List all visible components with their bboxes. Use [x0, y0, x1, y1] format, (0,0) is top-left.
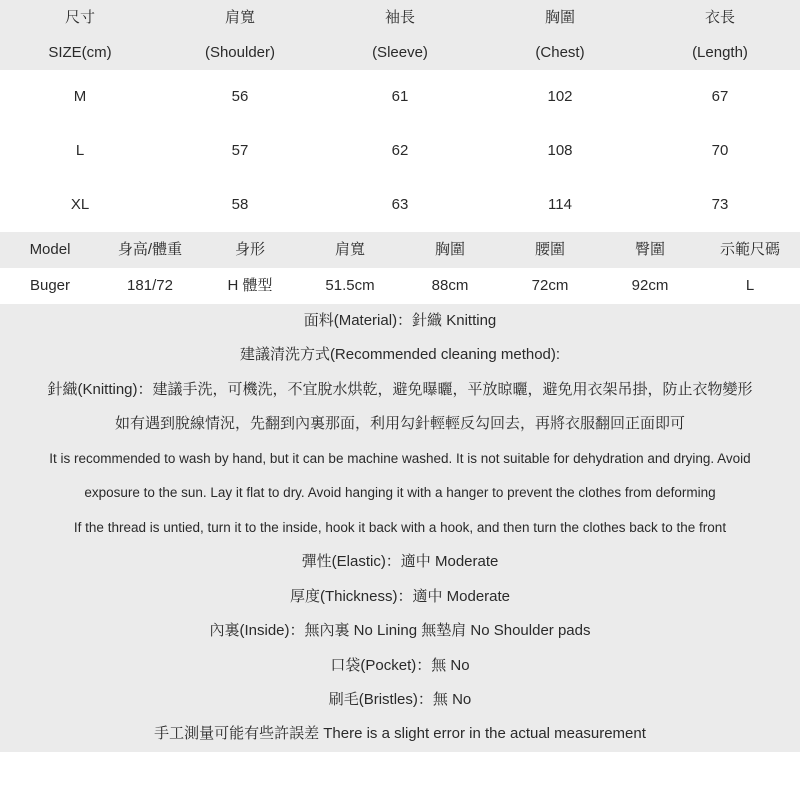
cleaning-title: 建議清洗方式(Recommended cleaning method):	[239, 346, 561, 364]
model-header-size-worn: 示範尺碼	[719, 241, 780, 258]
model-waist: 72cm	[531, 277, 569, 294]
cleaning-en-line-3: If the thread is untied, turn it to the inside, hook it back with a hook, and then turn the clothes back to the front	[73, 519, 727, 535]
model-header-waist: 腰圍	[534, 241, 565, 258]
model-size-worn: L	[745, 277, 755, 294]
table-row	[0, 70, 800, 124]
size-header-chest-en: (Chest)	[535, 44, 585, 61]
size-header-length-zh: 衣長	[704, 9, 735, 26]
model-header-shoulder: 肩寬	[334, 241, 365, 258]
material-line: 面料(Material)：針織 Knitting	[303, 312, 497, 329]
bristles-line: 刷毛(Bristles)：無 No	[328, 690, 472, 708]
size-header-zh-row	[0, 0, 800, 35]
model-shoulder: 51.5cm	[325, 277, 375, 294]
inside-line: 內裏(Inside)：無內裏 No Lining 無墊肩 No Shoulder pads	[209, 622, 591, 640]
cleaning-zh-line-2: 如有遇到脫線情況，先翻到內裏那面，利用勾針輕輕反勾回去，再將衣服翻回正面即可	[114, 415, 685, 433]
size-cell: L	[75, 142, 85, 159]
size-header-chest-zh: 胸圍	[544, 9, 575, 26]
shoulder-cell: 57	[231, 142, 249, 159]
size-table-body	[0, 70, 800, 232]
chest-cell: 102	[547, 88, 573, 105]
model-table-row	[0, 268, 800, 304]
length-cell: 67	[711, 88, 729, 105]
cleaning-en-line-2: exposure to the sun. Lay it flat to dry. Avoid hanging it with a hanger to prevent the clothes from deforming	[84, 485, 716, 501]
chest-cell: 108	[547, 142, 573, 159]
model-name: Buger	[29, 277, 71, 294]
pocket-line: 口袋(Pocket)：無 No	[330, 656, 470, 674]
model-hip: 92cm	[631, 277, 669, 294]
model-header-chest: 胸圍	[434, 241, 465, 258]
model-header-body-type: 身形	[234, 241, 265, 258]
size-table-header	[0, 0, 800, 70]
model-header-hip: 臀圍	[634, 241, 665, 258]
size-header-en-row	[0, 35, 800, 70]
cleaning-en-line-1: It is recommended to wash by hand, but it can be machine washed. It is not suitable for dehydration and drying. Avoid	[49, 450, 751, 466]
cleaning-zh-line-1: 針織(Knitting)：建議手洗，可機洗，不宜脫水烘乾，避免曝曬，平放晾曬，避免用衣架吊掛，防止衣物變形	[47, 380, 753, 398]
sleeve-cell: 63	[391, 196, 409, 213]
sleeve-cell: 61	[391, 88, 409, 105]
model-header-model: Model	[29, 241, 71, 258]
size-header-size-zh: 尺寸	[64, 9, 95, 26]
measurement-note: 手工測量可能有些許誤差 There is a slight error in the actual measurement	[154, 725, 646, 743]
model-body-type: H 體型	[227, 277, 273, 294]
size-header-sleeve-zh: 袖長	[384, 9, 415, 26]
chest-cell: 114	[548, 196, 572, 213]
model-table-header	[0, 232, 800, 268]
size-header-length-en: (Length)	[692, 44, 748, 61]
table-row	[0, 178, 800, 232]
model-height-weight: 181/72	[127, 277, 173, 294]
size-cell: M	[73, 88, 87, 105]
model-header-height-weight: 身高/體重	[117, 241, 183, 258]
shoulder-cell: 58	[231, 196, 249, 213]
length-cell: 73	[711, 196, 729, 213]
size-header-size-en: SIZE(cm)	[48, 44, 112, 61]
elastic-line: 彈性(Elastic)：適中 Moderate	[301, 553, 499, 571]
size-header-shoulder-zh: 肩寬	[224, 9, 255, 26]
size-cell: XL	[70, 196, 90, 213]
product-details	[0, 304, 800, 752]
thickness-line: 厚度(Thickness)：適中 Moderate	[289, 587, 511, 605]
size-header-sleeve-en: (Sleeve)	[372, 44, 428, 61]
sleeve-cell: 62	[391, 142, 409, 159]
shoulder-cell: 56	[231, 88, 249, 105]
size-header-shoulder-en: (Shoulder)	[204, 44, 276, 61]
model-chest: 88cm	[431, 277, 469, 294]
table-row	[0, 124, 800, 178]
length-cell: 70	[711, 142, 729, 159]
